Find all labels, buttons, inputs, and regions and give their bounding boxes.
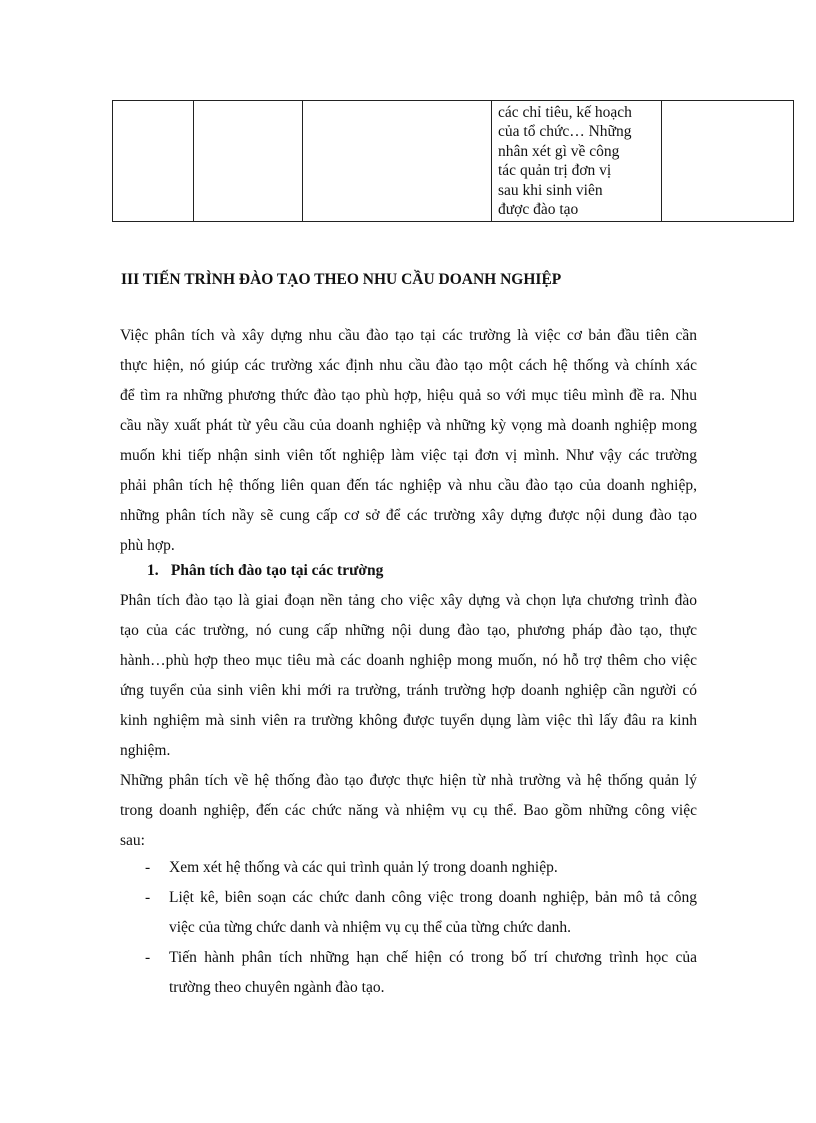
intro-paragraph bbox=[120, 321, 697, 561]
list-item bbox=[120, 883, 697, 943]
analysis-paragraph bbox=[120, 586, 697, 766]
paragraph-line: sau: bbox=[120, 832, 145, 849]
bullet-line: Tiến hành phân tích những hạn chế hiện có trong bố trí chương trình học của bbox=[169, 949, 697, 966]
paragraph-line: trong doanh nghiệp, đến các chức năng và nhiệm vụ cụ thể. Bao gồm những công việc bbox=[120, 802, 697, 819]
table-cell-2 bbox=[194, 101, 303, 222]
bullet-text bbox=[169, 853, 697, 883]
paragraph-line: thực hiện, nó giúp các trường xác định nhu cầu đào tạo một cách hệ thống và chính xác bbox=[120, 357, 697, 374]
table-cell-3 bbox=[303, 101, 492, 222]
paragraph-line: kinh nghiệm mà sinh viên ra trường không được tuyển dụng làm việc thì lấy đâu ra kinh bbox=[120, 712, 697, 729]
paragraph-line: Việc phân tích và xây dựng nhu cầu đào tạo tại các trường là việc cơ bản đầu tiên cần bbox=[120, 327, 697, 344]
bullet-dash: - bbox=[145, 889, 151, 906]
bullet-line: Liệt kê, biên soạn các chức danh công việc trong doanh nghiệp, bản mô tả công bbox=[169, 889, 697, 906]
table-cell-line: nhân xét gì về công bbox=[498, 142, 620, 160]
table-cell-4 bbox=[492, 101, 662, 222]
paragraph-line: muốn khi tiếp nhận sinh viên tốt nghiệp làm việc tại đơn vị mình. Như vậy các trường bbox=[120, 447, 697, 464]
table-cell-line: các chỉ tiêu, kế hoạch bbox=[498, 104, 632, 121]
list-item bbox=[120, 853, 697, 883]
subsection-number: 1. bbox=[147, 562, 159, 579]
paragraph-line: nghiệm. bbox=[120, 742, 171, 759]
section-heading: III TIẾN TRÌNH ĐÀO TẠO THEO NHU CẦU DOANH NGHIỆP bbox=[121, 271, 562, 288]
system-paragraph bbox=[120, 766, 697, 856]
paragraph-line: hành…phù hợp theo mục tiêu mà các doanh nghiệp mong muốn, nó hỗ trợ thêm cho việc bbox=[120, 652, 697, 669]
table-cell-line: tác quản trị đơn vị bbox=[498, 162, 612, 180]
paragraph-line: Phân tích đào tạo là giai đoạn nền tảng cho việc xây dựng và chọn lựa chương trình đào bbox=[120, 592, 697, 609]
table-cell-line: được đào tạo bbox=[498, 201, 579, 219]
table-cell-line: sau khi sinh viên bbox=[498, 181, 603, 199]
paragraph-line: những phân tích nầy sẽ cung cấp cơ sở để các trường xây dựng được nội dung đào tạo bbox=[120, 507, 697, 524]
paragraph-line: phù hợp. bbox=[120, 537, 175, 554]
bullet-dash: - bbox=[145, 949, 151, 966]
paragraph-line: tạo của các trường, nó cung cấp những nội dung đào tạo, phương pháp đào tạo, thực bbox=[120, 622, 697, 639]
table-fragment bbox=[112, 100, 794, 222]
table-cell-5 bbox=[662, 101, 794, 222]
bullet-list bbox=[120, 853, 697, 1003]
paragraph-line: phải phân tích hệ thống liên quan đến tác nghiệp và nhu cầu đào tạo của doanh nghiệp, bbox=[120, 477, 697, 494]
subsection-heading bbox=[147, 562, 383, 580]
bullet-line: Xem xét hệ thống và các qui trình quản lý trong doanh nghiệp. bbox=[169, 859, 558, 876]
subsection-title: Phân tích đào tạo tại các trường bbox=[170, 562, 384, 579]
bullet-line: việc của từng chức danh và nhiệm vụ cụ thể của từng chức danh. bbox=[169, 919, 572, 936]
list-item bbox=[120, 943, 697, 1003]
paragraph-line: cầu nầy xuất phát từ yêu cầu của doanh nghiệp và những kỳ vọng mà doanh nghiệp mong bbox=[120, 417, 697, 434]
paragraph-line: để tìm ra những phương thức đào tạo phù hợp, hiệu quả so với mục tiêu mình đề ra. Nhu bbox=[120, 387, 697, 404]
paragraph-line: ứng tuyển của sinh viên khi mới ra trường, tránh trường hợp doanh nghiệp cần người có bbox=[120, 682, 697, 699]
paragraph-line: Những phân tích về hệ thống đào tạo được thực hiện từ nhà trường và hệ thống quản lý bbox=[120, 772, 697, 789]
table-cell-1 bbox=[113, 101, 194, 222]
table-cell-line: của tổ chức… Những bbox=[498, 123, 632, 141]
bullet-line: trường theo chuyên ngành đào tạo. bbox=[169, 979, 385, 996]
table-row bbox=[113, 101, 794, 222]
bullet-text bbox=[169, 883, 697, 943]
bullet-dash: - bbox=[145, 859, 151, 876]
bullet-text bbox=[169, 943, 697, 1003]
